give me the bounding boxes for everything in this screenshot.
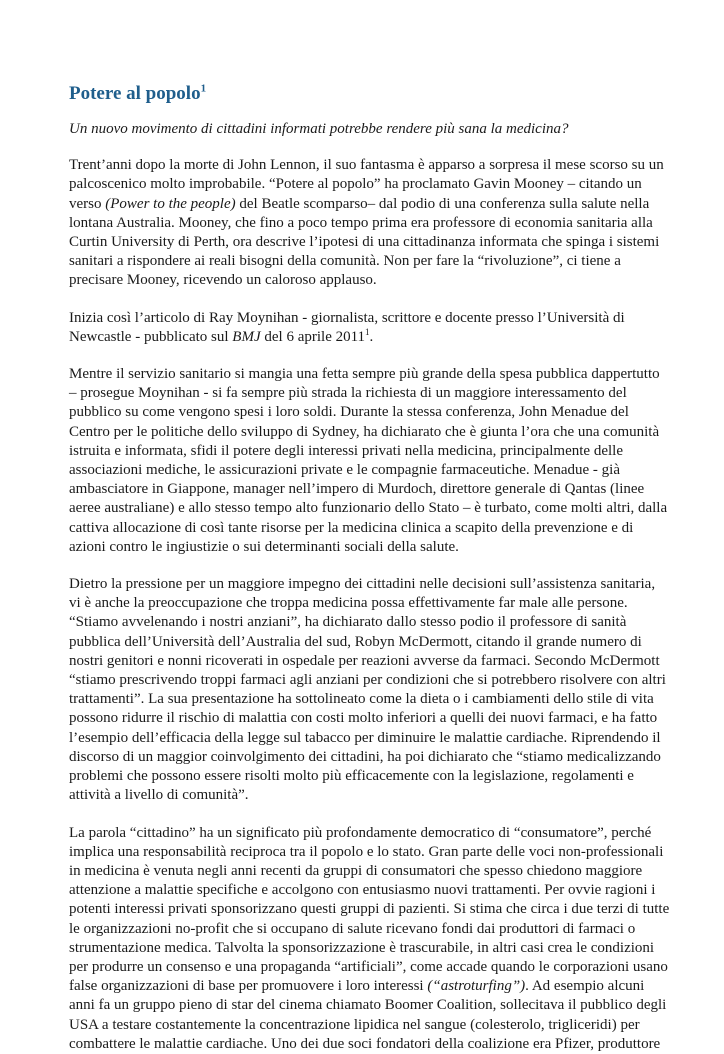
- p1-text-b: del Beatle scomparso– dal podio di una conferenza sulla salute nella lontana Australia. Mooney, che fino a poco tempo prima era professore di economia sanitaria alla Curtin University di Perth, ora descrive l’ipotesi di una cittadinanza informata che spinga i sistemi sanitari a rispondere ai reali bisogni della comunità. Non per fare la “rivoluzione”, ci tiene a precisare Mooney, ricevendo un caloroso applauso.: [69, 195, 660, 289]
- article-subtitle: Un nuovo movimento di cittadini informati potrebbe rendere più sana la medicina?: [69, 121, 569, 137]
- p2-footnote-marker: 1: [365, 326, 370, 337]
- p2-journal-name: BMJ: [232, 328, 261, 345]
- p2-text-c: .: [369, 328, 374, 345]
- paragraph-2: [69, 309, 670, 347]
- p2-text-a: Inizia così l’articolo di Ray Moynihan - giornalista, scrittore e docente presso l’Università di Newcastle - pubblicato sul: [69, 309, 625, 345]
- p5-text-b: . Ad esempio alcuni anni fa un gruppo pieno di star del cinema chiamato Boomer Coalition, sollecitava il pubblico degli USA a testare costantemente la concentrazione lipidica nel sangue (colesterolo, trigliceridi) per combattere le malattie cardiache. Uno dei due soci fondatori della coalizione era Pfizer, produttore: [69, 978, 667, 1052]
- p1-text-a: Trent’anni dopo la morte di John Lennon, il suo fantasma è apparso a sorpresa il mese scorso su un palcoscenico molto improbabile. “Potere al popolo” ha proclamato Gavin Mooney – citando un verso: [69, 157, 664, 212]
- p1-italic: (Power to the people): [105, 195, 236, 212]
- title-footnote-marker: 1: [200, 82, 207, 95]
- p5-italic: (“astroturfing”): [427, 978, 526, 995]
- article-title: [69, 82, 670, 106]
- paragraph-1: [69, 156, 670, 290]
- paragraph-5: [69, 824, 670, 1054]
- p2-text-b: del 6 aprile 2011: [260, 328, 366, 345]
- title-text: Potere al popolo: [69, 83, 201, 104]
- p5-text-a: La parola “cittadino” ha un significato più profondamente democratico di “consumatore”, perché implica una responsabilità reciproca tra il popolo e lo stato. Gran parte delle voci non-professionali in medicina è venuta negli anni recenti da gruppi di consumatori che spesso chiedono maggiore attenzione a malattie specifiche e accolgono con entusiasmo nuovi trattamenti. Per ovvie ragioni i potenti interessi privati sponsorizzano questi gruppi di pazienti. Si stima che circa i due terzi di tutte le organizzazioni no-profit che si occupano di salute ricevano fondi dai produttori di farmaci o strumentazione medica. Talvolta la sponsorizzazione è trascurabile, in altri casi crea le condizioni per produrre un consenso e una propaganda “artificiali”, come accade quando le corporazioni usano false organizzazioni di base per promuovere i loro interessi: [69, 824, 670, 995]
- paragraph-3: Mentre il servizio sanitario si mangia una fetta sempre più grande della spesa pubblica dappertutto – prosegue Moynihan - si fa sempre più strada la richiesta di un maggiore interessamento del pubblico su come vengono spesi i loro soldi. Durante la stessa conferenza, John Menadue del Centro per le politiche dello sviluppo di Sydney, ha dichiarato che è giunta l’ora che una comunità istruita e informata, sfidi il potere degli interessi privati nella medicina, principalmente delle associazioni mediche, le assicurazioni private e le compagnie farmaceutiche. Menadue - già ambasciatore in Giappone, manager nell’impero di Murdoch, direttore generale di Qantas (linee aeree australiane) e allo stesso tempo alto funzionario dello Stato – è turbato, come molti altri, dalla cattiva allocazione di così tante risorse per la medicina clinica a scapito della prevenzione e di azioni contro le ingiustizie o sui determinanti sociali della salute.: [69, 366, 668, 555]
- paragraph-4: Dietro la pressione per un maggiore impegno dei cittadini nelle decisioni sull’assistenza sanitaria, vi è anche la preoccupazione che troppa medicina possa effettivamente far male alle persone. “Stiamo avvelenando i nostri anziani”, ha dichiarato dallo stesso podio il professore di sanità pubblica dell’Università dell’Australia del sud, Robyn McDermott, citando il grande numero di nostri genitori e nonni ricoverati in ospedale per reazioni avverse da farmaci. Secondo McDermott “stiamo prescrivendo troppi farmaci agli anziani per condizioni che si potrebbero risolvere con altri trattamenti”. La sua presentazione ha sottolineato come la dieta o i cambiamenti dello stile di vita possono ridurre il rischio di malattia con costi molto inferiori a quelli dei nuovi farmaci, e ha fatto l’esempio dell’efficacia della legge sul tabacco per diminuire le malattie cardiache. Riprendendo il discorso di un maggior coinvolgimento dei cittadini, ha poi dichiarato che “stiamo medicalizzando problemi che possono essere risolti molto più efficacemente con la legislazione, regolamenti e attività a livello di comunità”.: [69, 576, 666, 804]
